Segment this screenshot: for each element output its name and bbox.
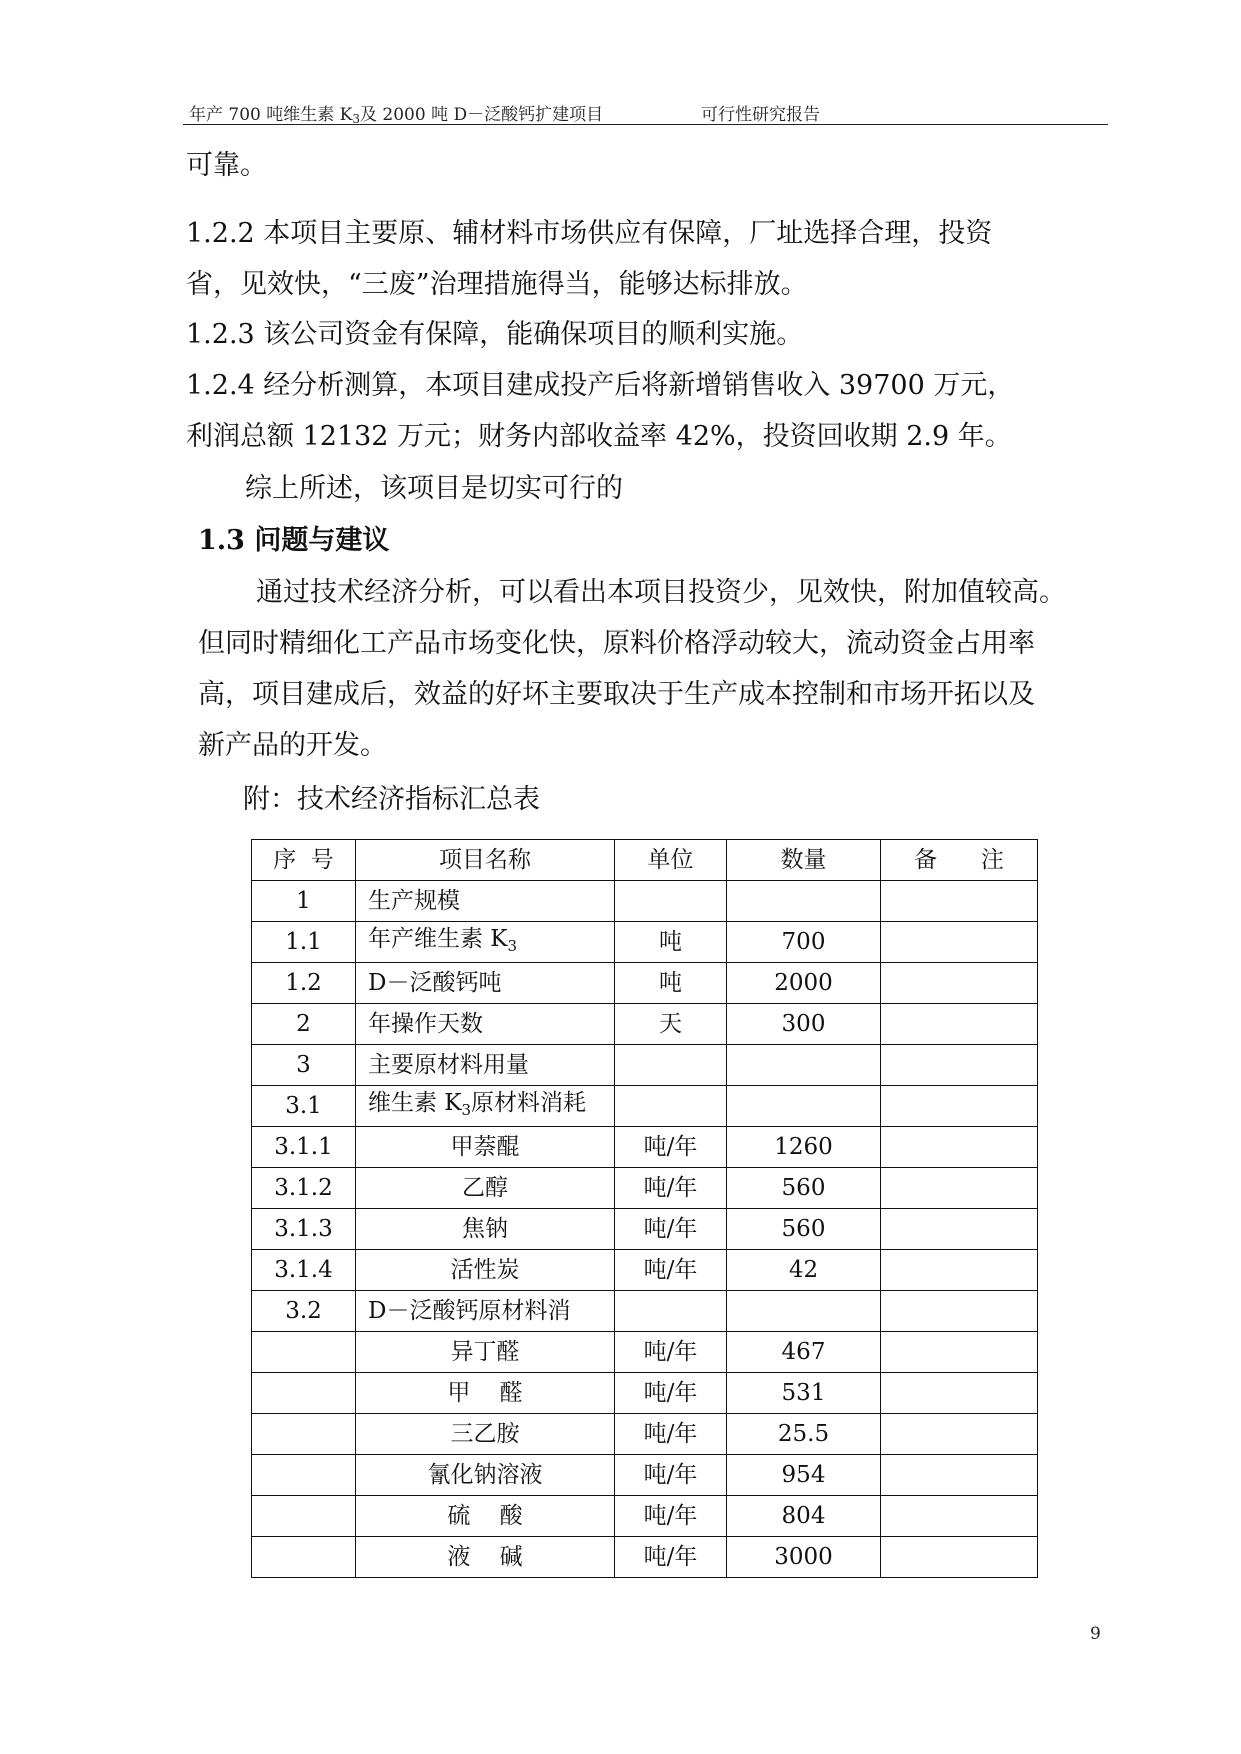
- row-name-text: 氰化钠溶液: [427, 1462, 543, 1488]
- row-name: [356, 922, 615, 963]
- table-row: [252, 1373, 1038, 1414]
- header-project-post: 及 2000 吨 D－泛酸钙扩建项目: [360, 105, 604, 125]
- row-unit: 吨/年: [615, 1373, 727, 1414]
- row-name-text: D－泛酸钙原材料消: [368, 1298, 571, 1324]
- body-line-2: 1.2.2 本项目主要原、辅材料市场供应有保障，厂址选择合理，投资: [186, 218, 993, 249]
- row-name: [356, 1250, 615, 1291]
- row-unit: 吨/年: [615, 1209, 727, 1250]
- row-name: [356, 881, 615, 922]
- table-row: [252, 1455, 1038, 1496]
- row-name: [356, 963, 615, 1004]
- row-note: [881, 922, 1038, 963]
- table-row: [252, 1168, 1038, 1209]
- row-qty: 467: [727, 1332, 881, 1373]
- table-row: [252, 1045, 1038, 1086]
- row-name: [356, 1496, 615, 1537]
- page-number: 9: [1090, 1624, 1101, 1644]
- row-name: [356, 1168, 615, 1209]
- header-project-title: [189, 100, 603, 126]
- row-qty: 560: [727, 1209, 881, 1250]
- table-row: [252, 963, 1038, 1004]
- header-unit: 单位: [615, 840, 727, 881]
- row-name: [356, 1414, 615, 1455]
- section-heading: 1.3 问题与建议: [198, 525, 390, 556]
- row-note: [881, 881, 1038, 922]
- row-note: [881, 1291, 1038, 1332]
- row-note: [881, 1496, 1038, 1537]
- row-unit: 吨/年: [615, 1455, 727, 1496]
- row-qty: 700: [727, 922, 881, 963]
- row-no: [252, 1455, 356, 1496]
- paragraph-line-2: 但同时精细化工产品市场变化快，原料价格浮动较大，流动资金占用率: [198, 628, 1035, 659]
- header-project-pre: 年产 700 吨维生素 K: [189, 105, 353, 125]
- row-name-text: 年操作天数: [368, 1011, 483, 1037]
- row-name: [356, 1209, 615, 1250]
- body-line-1: 可靠。: [186, 150, 267, 181]
- row-note: [881, 963, 1038, 1004]
- row-qty: 1260: [727, 1127, 881, 1168]
- row-qty: 3000: [727, 1537, 881, 1578]
- row-note: [881, 1414, 1038, 1455]
- row-qty: 954: [727, 1455, 881, 1496]
- row-unit: 吨: [615, 922, 727, 963]
- row-name-text: 硫 酸: [447, 1503, 523, 1529]
- row-name: [356, 1537, 615, 1578]
- row-name: [356, 1455, 615, 1496]
- indicator-summary-table: [251, 839, 1038, 1578]
- row-no: [252, 1537, 356, 1578]
- appendix-caption: 附：技术经济指标汇总表: [243, 784, 540, 815]
- table-row: [252, 1291, 1038, 1332]
- row-qty: 42: [727, 1250, 881, 1291]
- header-project-subscript: 3: [352, 112, 360, 126]
- row-name-text: 活性炭: [450, 1257, 520, 1283]
- row-no: 3.1.1: [252, 1127, 356, 1168]
- row-name-text: 乙醇: [462, 1175, 508, 1201]
- row-no: [252, 1332, 356, 1373]
- table-row: [252, 1537, 1038, 1578]
- row-name-text: 甲 醛: [447, 1380, 523, 1406]
- row-unit: 吨/年: [615, 1414, 727, 1455]
- row-name-subscript: 3: [507, 936, 518, 955]
- table-row: [252, 922, 1038, 963]
- paragraph-line-3: 高，项目建成后，效益的好坏主要取决于生产成本控制和市场开拓以及: [198, 679, 1035, 710]
- row-note: [881, 1045, 1038, 1086]
- row-no: 2: [252, 1004, 356, 1045]
- row-no: 1.1: [252, 922, 356, 963]
- row-no: [252, 1496, 356, 1537]
- row-name-post: 原材料消耗: [471, 1089, 587, 1116]
- row-note: [881, 1209, 1038, 1250]
- row-name-text: 年产维生素 K: [368, 925, 508, 952]
- row-unit: [615, 881, 727, 922]
- row-name: [356, 1373, 615, 1414]
- paragraph-line-4: 新产品的开发。: [198, 730, 387, 761]
- row-unit: [615, 1291, 727, 1332]
- row-name: [356, 1045, 615, 1086]
- row-unit: 天: [615, 1004, 727, 1045]
- table-row: [252, 1414, 1038, 1455]
- row-unit: [615, 1086, 727, 1127]
- row-qty: [727, 1045, 881, 1086]
- row-no: 3.1: [252, 1086, 356, 1127]
- row-qty: 531: [727, 1373, 881, 1414]
- row-name-subscript: 3: [461, 1100, 472, 1119]
- row-note: [881, 1004, 1038, 1045]
- table-row: [252, 1004, 1038, 1045]
- body-line-5: 1.2.4 经分析测算，本项目建成投产后将新增销售收入 39700 万元，: [186, 370, 1015, 401]
- row-no: [252, 1414, 356, 1455]
- row-name: [356, 1332, 615, 1373]
- row-note: [881, 1373, 1038, 1414]
- row-unit: 吨/年: [615, 1496, 727, 1537]
- paragraph-line-1: 通过技术经济分析，可以看出本项目投资少，见效快，附加值较高。: [256, 577, 1066, 608]
- row-name: [356, 1127, 615, 1168]
- row-name-text: 异丁醛: [450, 1339, 520, 1365]
- header-qty: 数量: [727, 840, 881, 881]
- row-qty: 25.5: [727, 1414, 881, 1455]
- row-no: 3.1.2: [252, 1168, 356, 1209]
- row-name-text: 焦钠: [462, 1216, 508, 1242]
- row-note: [881, 1455, 1038, 1496]
- row-qty: 560: [727, 1168, 881, 1209]
- row-no: 3.1.4: [252, 1250, 356, 1291]
- table-row: [252, 1250, 1038, 1291]
- table-row: [252, 1127, 1038, 1168]
- row-note: [881, 1168, 1038, 1209]
- table-row: [252, 881, 1038, 922]
- row-unit: 吨/年: [615, 1332, 727, 1373]
- row-name-text: D－泛酸钙吨: [368, 970, 502, 996]
- row-name: [356, 1291, 615, 1332]
- row-no: 1: [252, 881, 356, 922]
- row-qty: 300: [727, 1004, 881, 1045]
- row-name: [356, 1086, 615, 1127]
- row-name-text: 三乙胺: [450, 1421, 520, 1447]
- row-name-text: 主要原材料用量: [368, 1052, 529, 1078]
- table-row: [252, 1086, 1038, 1127]
- body-line-3: 省，见效快，“三废”治理措施得当，能够达标排放。: [186, 269, 808, 300]
- row-unit: 吨/年: [615, 1127, 727, 1168]
- row-qty: [727, 881, 881, 922]
- row-qty: 804: [727, 1496, 881, 1537]
- row-note: [881, 1537, 1038, 1578]
- row-no: 3: [252, 1045, 356, 1086]
- row-unit: [615, 1045, 727, 1086]
- row-unit: 吨/年: [615, 1250, 727, 1291]
- row-no: 3.1.3: [252, 1209, 356, 1250]
- row-qty: 2000: [727, 963, 881, 1004]
- table-row: [252, 1209, 1038, 1250]
- row-name-text: 生产规模: [368, 888, 460, 914]
- row-note: [881, 1127, 1038, 1168]
- header-name: 项目名称: [356, 840, 615, 881]
- header-rule: [183, 124, 1108, 125]
- row-no: 1.2: [252, 963, 356, 1004]
- row-note: [881, 1086, 1038, 1127]
- row-no: [252, 1373, 356, 1414]
- body-line-7: 综上所述，该项目是切实可行的: [245, 473, 623, 504]
- table-row: [252, 1332, 1038, 1373]
- row-name-text: 甲萘醌: [450, 1134, 520, 1160]
- header-no: 序 号: [252, 840, 356, 881]
- row-unit: 吨: [615, 963, 727, 1004]
- row-note: [881, 1332, 1038, 1373]
- row-no: 3.2: [252, 1291, 356, 1332]
- row-qty: [727, 1086, 881, 1127]
- row-qty: [727, 1291, 881, 1332]
- table-header-row: [252, 840, 1038, 881]
- row-unit: 吨/年: [615, 1168, 727, 1209]
- header-note: 备 注: [881, 840, 1038, 881]
- body-line-6: 利润总额 12132 万元；财务内部收益率 42%，投资回收期 2.9 年。: [186, 421, 1012, 452]
- row-name-text: 维生素 K: [368, 1089, 462, 1116]
- row-note: [881, 1250, 1038, 1291]
- row-unit: 吨/年: [615, 1537, 727, 1578]
- row-name-text: 液 碱: [447, 1544, 523, 1570]
- table-row: [252, 1496, 1038, 1537]
- body-line-4: 1.2.3 该公司资金有保障，能确保项目的顺利实施。: [186, 319, 804, 350]
- row-name: [356, 1004, 615, 1045]
- header-report-type: 可行性研究报告: [701, 105, 820, 125]
